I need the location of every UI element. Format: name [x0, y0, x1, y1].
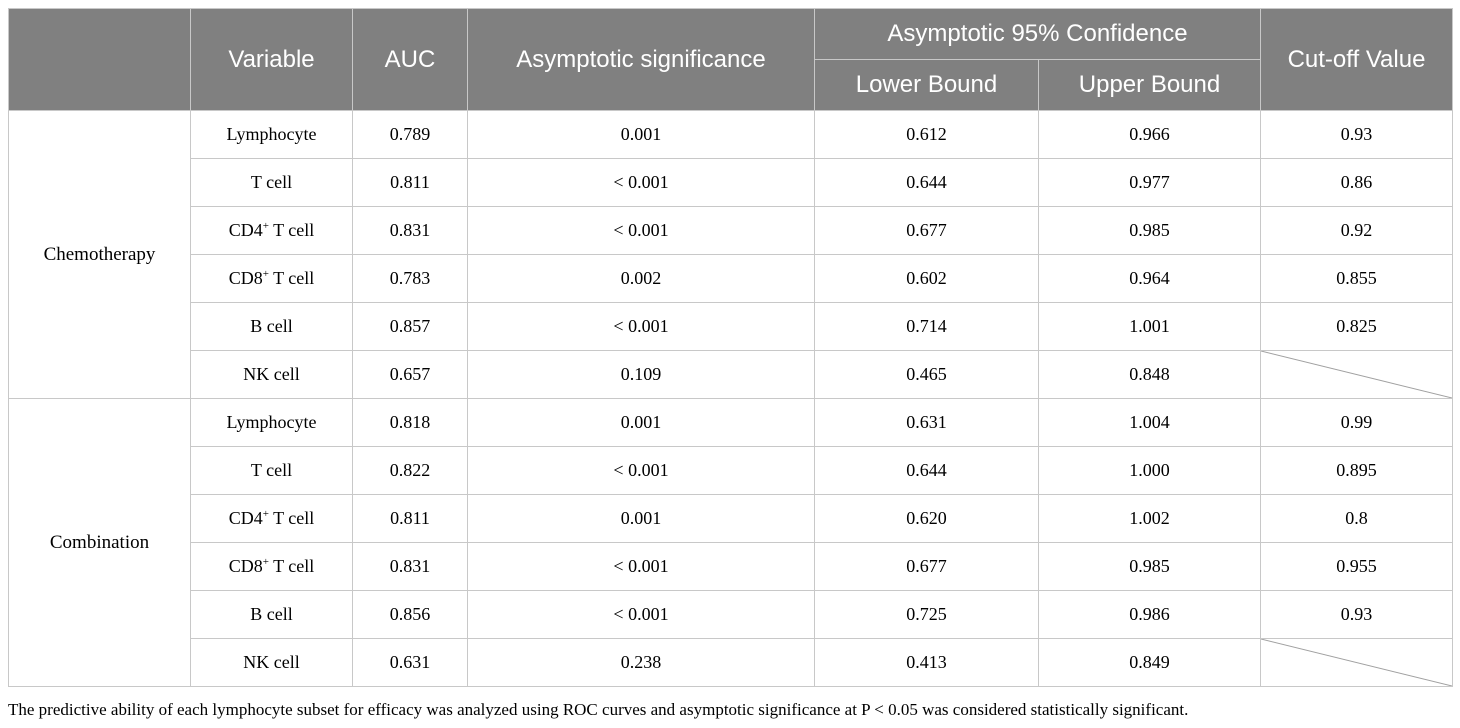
- lower-bound-cell: 0.620: [815, 495, 1039, 543]
- lower-bound-cell: 0.714: [815, 303, 1039, 351]
- upper-bound-cell: 0.964: [1039, 255, 1261, 303]
- table-row: [9, 639, 1453, 687]
- table-row: [9, 111, 1453, 159]
- cutoff-cell: 0.93: [1261, 591, 1453, 639]
- upper-bound-cell: 1.004: [1039, 399, 1261, 447]
- variable-cell: [191, 399, 353, 447]
- table-row: [9, 159, 1453, 207]
- variable-suffix: T cell: [268, 220, 315, 240]
- table-header: [9, 9, 1453, 111]
- variable-cell: [191, 351, 353, 399]
- lower-bound-cell: 0.631: [815, 399, 1039, 447]
- cutoff-cell: 0.8: [1261, 495, 1453, 543]
- table-row: [9, 543, 1453, 591]
- header-asymptotic-significance: Asymptotic significance: [468, 9, 815, 111]
- significance-cell: < 0.001: [468, 207, 815, 255]
- upper-bound-cell: 0.985: [1039, 543, 1261, 591]
- variable-name: CD8: [228, 268, 263, 288]
- auc-cell: 0.657: [353, 351, 468, 399]
- table-body: [9, 111, 1453, 687]
- significance-cell: < 0.001: [468, 303, 815, 351]
- upper-bound-cell: 0.849: [1039, 639, 1261, 687]
- group-label: Combination: [9, 399, 191, 687]
- cutoff-empty-diagonal: [1261, 639, 1453, 687]
- variable-cell: [191, 591, 353, 639]
- auc-cell: 0.811: [353, 159, 468, 207]
- significance-cell: < 0.001: [468, 159, 815, 207]
- lower-bound-cell: 0.602: [815, 255, 1039, 303]
- upper-bound-cell: 0.848: [1039, 351, 1261, 399]
- variable-name: T cell: [250, 460, 293, 480]
- variable-superscript: +: [262, 508, 269, 520]
- upper-bound-cell: 1.002: [1039, 495, 1261, 543]
- header-cutoff-value: Cut-off Value: [1261, 9, 1453, 111]
- auc-cell: 0.857: [353, 303, 468, 351]
- group-label: Chemotherapy: [9, 111, 191, 399]
- diagonal-line: [1261, 351, 1452, 398]
- variable-cell: [191, 159, 353, 207]
- auc-cell: 0.631: [353, 639, 468, 687]
- auc-cell: 0.856: [353, 591, 468, 639]
- cutoff-cell: 0.86: [1261, 159, 1453, 207]
- variable-superscript: +: [262, 268, 269, 280]
- variable-superscript: +: [262, 220, 269, 232]
- variable-suffix: T cell: [268, 556, 315, 576]
- table-footnote: The predictive ability of each lymphocyte subset for efficacy was analyzed using ROC curves and asymptotic significance at P < 0.05 was considered statistically significant.: [8, 700, 1189, 719]
- variable-name: T cell: [250, 172, 293, 192]
- variable-suffix: T cell: [268, 268, 315, 288]
- cutoff-cell: 0.93: [1261, 111, 1453, 159]
- header-group: [9, 9, 191, 111]
- auc-cell: 0.822: [353, 447, 468, 495]
- table-row: [9, 255, 1453, 303]
- upper-bound-cell: 0.977: [1039, 159, 1261, 207]
- variable-name: Lymphocyte: [226, 124, 317, 144]
- cutoff-cell: 0.855: [1261, 255, 1453, 303]
- variable-name: NK cell: [243, 364, 300, 384]
- lower-bound-cell: 0.677: [815, 543, 1039, 591]
- variable-cell: [191, 255, 353, 303]
- significance-cell: < 0.001: [468, 591, 815, 639]
- header-variable: Variable: [191, 9, 353, 111]
- variable-cell: [191, 543, 353, 591]
- significance-cell: 0.238: [468, 639, 815, 687]
- upper-bound-cell: 1.001: [1039, 303, 1261, 351]
- variable-name: CD4: [228, 220, 263, 240]
- lower-bound-cell: 0.465: [815, 351, 1039, 399]
- cutoff-cell: 0.895: [1261, 447, 1453, 495]
- auc-cell: 0.831: [353, 543, 468, 591]
- lower-bound-cell: 0.677: [815, 207, 1039, 255]
- variable-suffix: T cell: [268, 508, 315, 528]
- table-row: [9, 207, 1453, 255]
- upper-bound-cell: 1.000: [1039, 447, 1261, 495]
- significance-cell: 0.001: [468, 495, 815, 543]
- variable-cell: [191, 207, 353, 255]
- table-row: [9, 351, 1453, 399]
- table-row: [9, 447, 1453, 495]
- cutoff-cell: 0.955: [1261, 543, 1453, 591]
- variable-cell: [191, 639, 353, 687]
- variable-name: B cell: [250, 604, 293, 624]
- significance-cell: 0.001: [468, 111, 815, 159]
- auc-cell: 0.818: [353, 399, 468, 447]
- roc-results-table: [8, 8, 1453, 687]
- header-auc: AUC: [353, 9, 468, 111]
- table-row: [9, 591, 1453, 639]
- table-row: [9, 399, 1453, 447]
- variable-superscript: +: [262, 556, 269, 568]
- significance-cell: 0.002: [468, 255, 815, 303]
- lower-bound-cell: 0.644: [815, 447, 1039, 495]
- variable-name: NK cell: [243, 652, 300, 672]
- variable-name: CD8: [228, 556, 263, 576]
- cutoff-cell: 0.825: [1261, 303, 1453, 351]
- lower-bound-cell: 0.612: [815, 111, 1039, 159]
- upper-bound-cell: 0.986: [1039, 591, 1261, 639]
- variable-cell: [191, 303, 353, 351]
- header-lower-bound: Lower Bound: [815, 60, 1039, 111]
- variable-cell: [191, 447, 353, 495]
- variable-cell: [191, 111, 353, 159]
- lower-bound-cell: 0.725: [815, 591, 1039, 639]
- header-upper-bound: Upper Bound: [1039, 60, 1261, 111]
- diagonal-line: [1261, 639, 1452, 686]
- cutoff-empty-diagonal: [1261, 351, 1453, 399]
- table-row: [9, 495, 1453, 543]
- significance-cell: < 0.001: [468, 447, 815, 495]
- variable-cell: [191, 495, 353, 543]
- variable-name: CD4: [228, 508, 263, 528]
- significance-cell: 0.001: [468, 399, 815, 447]
- header-confidence-interval: Asymptotic 95% Confidence: [815, 9, 1261, 60]
- upper-bound-cell: 0.985: [1039, 207, 1261, 255]
- table-row: [9, 303, 1453, 351]
- variable-name: Lymphocyte: [226, 412, 317, 432]
- cutoff-cell: 0.99: [1261, 399, 1453, 447]
- auc-cell: 0.783: [353, 255, 468, 303]
- lower-bound-cell: 0.644: [815, 159, 1039, 207]
- variable-name: B cell: [250, 316, 293, 336]
- auc-cell: 0.789: [353, 111, 468, 159]
- cutoff-cell: 0.92: [1261, 207, 1453, 255]
- upper-bound-cell: 0.966: [1039, 111, 1261, 159]
- auc-cell: 0.811: [353, 495, 468, 543]
- significance-cell: < 0.001: [468, 543, 815, 591]
- lower-bound-cell: 0.413: [815, 639, 1039, 687]
- auc-cell: 0.831: [353, 207, 468, 255]
- significance-cell: 0.109: [468, 351, 815, 399]
